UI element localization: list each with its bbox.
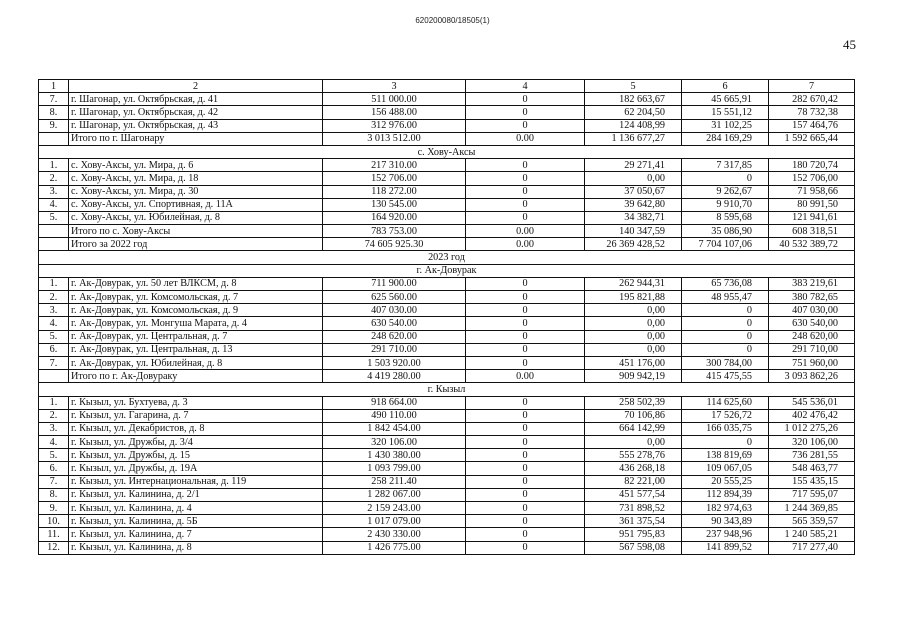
row-number-cell: 10. <box>39 515 69 528</box>
col5-value-cell: 0,00 <box>585 343 682 356</box>
cost-cell: 1 282 067.00 <box>323 488 466 501</box>
col7-value-cell: 155 435,15 <box>769 475 855 488</box>
document-id: 620200080/18505(1) <box>415 16 490 25</box>
table-row <box>39 449 855 462</box>
col5-value-cell: 195 821,88 <box>585 291 682 304</box>
col6-value-cell: 0 <box>682 172 769 185</box>
col5-value-cell: 258 502,39 <box>585 396 682 409</box>
cost-cell: 490 110.00 <box>323 409 466 422</box>
col-number-2: 2 <box>69 80 323 93</box>
col5-value-cell: 26 369 428,52 <box>585 238 682 251</box>
col5-value-cell: 0,00 <box>585 172 682 185</box>
col4-value-cell: 0 <box>466 304 585 317</box>
table-row <box>39 409 855 422</box>
col4-value-cell: 0 <box>466 343 585 356</box>
col7-value-cell: 282 670,42 <box>769 93 855 106</box>
section-title: г. Кызыл <box>39 383 855 396</box>
cost-cell: 711 900.00 <box>323 277 466 290</box>
address-cell: г. Ак-Довурак, ул. Комсомольская, д. 9 <box>69 304 323 317</box>
cost-cell: 1 426 775.00 <box>323 541 466 554</box>
table-row <box>39 93 855 106</box>
col-number-5: 5 <box>585 80 682 93</box>
col6-value-cell: 9 262,67 <box>682 185 769 198</box>
cost-cell: 312 976.00 <box>323 119 466 132</box>
address-cell: с. Хову-Аксы, ул. Юбилейная, д. 8 <box>69 211 323 224</box>
col6-value-cell: 9 910,70 <box>682 198 769 211</box>
address-cell: Итого по г. Ак-Довураку <box>69 370 323 383</box>
cost-cell: 1 503 920.00 <box>323 356 466 369</box>
col4-value-cell: 0 <box>466 502 585 515</box>
row-number-cell: 2. <box>39 172 69 185</box>
cost-cell: 783 753.00 <box>323 225 466 238</box>
col6-value-cell: 109 067,05 <box>682 462 769 475</box>
total-row <box>39 132 855 145</box>
table-row <box>39 185 855 198</box>
col5-value-cell: 664 142,99 <box>585 422 682 435</box>
row-number-cell <box>39 370 69 383</box>
table-row <box>39 422 855 435</box>
col4-value-cell: 0 <box>466 449 585 462</box>
col4-value-cell: 0 <box>466 330 585 343</box>
page-number: 45 <box>843 37 856 52</box>
address-cell: Итого за 2022 год <box>69 238 323 251</box>
row-number-cell: 1. <box>39 396 69 409</box>
table-row <box>39 304 855 317</box>
col6-value-cell: 0 <box>682 304 769 317</box>
section-title: с. Хову-Аксы <box>39 145 855 158</box>
col5-value-cell: 567 598,08 <box>585 541 682 554</box>
address-cell: г. Кызыл, ул. Интернациональная, д. 119 <box>69 475 323 488</box>
row-number-cell: 4. <box>39 317 69 330</box>
col6-value-cell: 166 035,75 <box>682 422 769 435</box>
col4-value-cell: 0 <box>466 277 585 290</box>
cost-cell: 74 605 925.30 <box>323 238 466 251</box>
row-number-cell: 7. <box>39 356 69 369</box>
table-row <box>39 317 855 330</box>
col4-value-cell: 0 <box>466 317 585 330</box>
col6-value-cell: 90 343,89 <box>682 515 769 528</box>
col6-value-cell: 300 784,00 <box>682 356 769 369</box>
col7-value-cell: 545 536,01 <box>769 396 855 409</box>
table-row <box>39 475 855 488</box>
col-number-1: 1 <box>39 80 69 93</box>
section-header-row <box>39 383 855 396</box>
col4-value-cell: 0.00 <box>466 225 585 238</box>
col7-value-cell: 78 732,38 <box>769 106 855 119</box>
data-table <box>38 79 855 555</box>
col7-value-cell: 751 960,00 <box>769 356 855 369</box>
col7-value-cell: 736 281,55 <box>769 449 855 462</box>
table-row <box>39 159 855 172</box>
col4-value-cell: 0 <box>466 291 585 304</box>
col4-value-cell: 0 <box>466 541 585 554</box>
col6-value-cell: 17 526,72 <box>682 409 769 422</box>
col6-value-cell: 48 955,47 <box>682 291 769 304</box>
table-row <box>39 488 855 501</box>
address-cell: г. Кызыл, ул. Калинина, д. 8 <box>69 541 323 554</box>
col6-value-cell: 141 899,52 <box>682 541 769 554</box>
col4-value-cell: 0 <box>466 528 585 541</box>
col7-value-cell: 1 012 275,26 <box>769 422 855 435</box>
cost-cell: 625 560.00 <box>323 291 466 304</box>
row-number-cell: 12. <box>39 541 69 554</box>
col6-value-cell: 0 <box>682 317 769 330</box>
cost-cell: 511 000.00 <box>323 93 466 106</box>
cost-cell: 4 419 280.00 <box>323 370 466 383</box>
section-header-row <box>39 145 855 158</box>
col4-value-cell: 0 <box>466 396 585 409</box>
address-cell: Итого по с. Хову-Аксы <box>69 225 323 238</box>
address-cell: г. Ак-Довурак, ул. 50 лет ВЛКСМ, д. 8 <box>69 277 323 290</box>
table-row <box>39 211 855 224</box>
col5-value-cell: 1 136 677,27 <box>585 132 682 145</box>
address-cell: с. Хову-Аксы, ул. Спортивная, д. 11А <box>69 198 323 211</box>
col5-value-cell: 555 278,76 <box>585 449 682 462</box>
table-row <box>39 198 855 211</box>
cost-cell: 918 664.00 <box>323 396 466 409</box>
table-row <box>39 502 855 515</box>
table-row <box>39 515 855 528</box>
col4-value-cell: 0 <box>466 422 585 435</box>
col4-value-cell: 0 <box>466 106 585 119</box>
address-cell: г. Кызыл, ул. Дружбы, д. 15 <box>69 449 323 462</box>
col6-value-cell: 284 169,29 <box>682 132 769 145</box>
table-row <box>39 172 855 185</box>
col4-value-cell: 0 <box>466 409 585 422</box>
row-number-cell: 6. <box>39 462 69 475</box>
cost-cell: 630 540.00 <box>323 317 466 330</box>
address-cell: г. Шагонар, ул. Октябрьская, д. 42 <box>69 106 323 119</box>
row-number-cell: 5. <box>39 211 69 224</box>
cost-cell: 118 272.00 <box>323 185 466 198</box>
column-number-row <box>39 80 855 93</box>
col4-value-cell: 0 <box>466 462 585 475</box>
col7-value-cell: 291 710,00 <box>769 343 855 356</box>
col6-value-cell: 7 317,85 <box>682 159 769 172</box>
col6-value-cell: 7 704 107,06 <box>682 238 769 251</box>
col4-value-cell: 0 <box>466 172 585 185</box>
row-number-cell: 4. <box>39 436 69 449</box>
table-row <box>39 528 855 541</box>
col7-value-cell: 180 720,74 <box>769 159 855 172</box>
address-cell: с. Хову-Аксы, ул. Мира, д. 18 <box>69 172 323 185</box>
address-cell: г. Кызыл, ул. Дружбы, д. 3/4 <box>69 436 323 449</box>
col4-value-cell: 0 <box>466 515 585 528</box>
col7-value-cell: 630 540,00 <box>769 317 855 330</box>
col7-value-cell: 565 359,57 <box>769 515 855 528</box>
address-cell: г. Кызыл, ул. Дружбы, д. 19А <box>69 462 323 475</box>
section-header-row <box>39 251 855 264</box>
address-cell: г. Ак-Довурак, ул. Центральная, д. 13 <box>69 343 323 356</box>
row-number-cell: 3. <box>39 185 69 198</box>
col4-value-cell: 0 <box>466 488 585 501</box>
col6-value-cell: 0 <box>682 436 769 449</box>
col7-value-cell: 320 106,00 <box>769 436 855 449</box>
address-cell: г. Ак-Довурак, ул. Юбилейная, д. 8 <box>69 356 323 369</box>
col7-value-cell: 121 941,61 <box>769 211 855 224</box>
cost-cell: 164 920.00 <box>323 211 466 224</box>
col7-value-cell: 248 620,00 <box>769 330 855 343</box>
table-row <box>39 277 855 290</box>
row-number-cell: 1. <box>39 159 69 172</box>
table-row <box>39 541 855 554</box>
address-cell: г. Кызыл, ул. Гагарина, д. 7 <box>69 409 323 422</box>
row-number-cell <box>39 132 69 145</box>
cost-cell: 156 488.00 <box>323 106 466 119</box>
section-title: г. Ак-Довурак <box>39 264 855 277</box>
col6-value-cell: 45 665,91 <box>682 93 769 106</box>
col5-value-cell: 909 942,19 <box>585 370 682 383</box>
cost-cell: 217 310.00 <box>323 159 466 172</box>
col6-value-cell: 182 974,63 <box>682 502 769 515</box>
col-number-3: 3 <box>323 80 466 93</box>
address-cell: г. Кызыл, ул. Калинина, д. 5Б <box>69 515 323 528</box>
col7-value-cell: 71 958,66 <box>769 185 855 198</box>
col4-value-cell: 0 <box>466 159 585 172</box>
section-title: 2023 год <box>39 251 855 264</box>
row-number-cell: 5. <box>39 330 69 343</box>
table-row <box>39 291 855 304</box>
address-cell: г. Кызыл, ул. Калинина, д. 2/1 <box>69 488 323 501</box>
address-cell: г. Кызыл, ул. Калинина, д. 7 <box>69 528 323 541</box>
col5-value-cell: 0,00 <box>585 317 682 330</box>
col7-value-cell: 380 782,65 <box>769 291 855 304</box>
col6-value-cell: 415 475,55 <box>682 370 769 383</box>
cost-cell: 1 093 799.00 <box>323 462 466 475</box>
col6-value-cell: 20 555,25 <box>682 475 769 488</box>
col5-value-cell: 361 375,54 <box>585 515 682 528</box>
cost-cell: 2 159 243.00 <box>323 502 466 515</box>
table-row <box>39 462 855 475</box>
col5-value-cell: 451 176,00 <box>585 356 682 369</box>
address-cell: с. Хову-Аксы, ул. Мира, д. 6 <box>69 159 323 172</box>
col5-value-cell: 436 268,18 <box>585 462 682 475</box>
col4-value-cell: 0.00 <box>466 132 585 145</box>
col4-value-cell: 0 <box>466 436 585 449</box>
col5-value-cell: 262 944,31 <box>585 277 682 290</box>
row-number-cell: 11. <box>39 528 69 541</box>
cost-cell: 152 706.00 <box>323 172 466 185</box>
col6-value-cell: 114 625,60 <box>682 396 769 409</box>
col4-value-cell: 0 <box>466 198 585 211</box>
address-cell: г. Ак-Довурак, ул. Центральная, д. 7 <box>69 330 323 343</box>
col5-value-cell: 182 663,67 <box>585 93 682 106</box>
total-row <box>39 370 855 383</box>
row-number-cell: 3. <box>39 304 69 317</box>
col7-value-cell: 1 244 369,85 <box>769 502 855 515</box>
col5-value-cell: 451 577,54 <box>585 488 682 501</box>
col4-value-cell: 0.00 <box>466 238 585 251</box>
total-row <box>39 225 855 238</box>
cost-cell: 1 017 079.00 <box>323 515 466 528</box>
col5-value-cell: 951 795,83 <box>585 528 682 541</box>
col6-value-cell: 112 894,39 <box>682 488 769 501</box>
section-header-row <box>39 264 855 277</box>
col4-value-cell: 0 <box>466 119 585 132</box>
col7-value-cell: 152 706,00 <box>769 172 855 185</box>
col6-value-cell: 0 <box>682 343 769 356</box>
col7-value-cell: 157 464,76 <box>769 119 855 132</box>
row-number-cell: 6. <box>39 343 69 356</box>
cost-cell: 1 842 454.00 <box>323 422 466 435</box>
col7-value-cell: 717 277,40 <box>769 541 855 554</box>
row-number-cell: 5. <box>39 449 69 462</box>
col5-value-cell: 70 106,86 <box>585 409 682 422</box>
row-number-cell: 4. <box>39 198 69 211</box>
table-row <box>39 106 855 119</box>
col5-value-cell: 124 408,99 <box>585 119 682 132</box>
col6-value-cell: 138 819,69 <box>682 449 769 462</box>
col6-value-cell: 35 086,90 <box>682 225 769 238</box>
col7-value-cell: 383 219,61 <box>769 277 855 290</box>
col6-value-cell: 65 736,08 <box>682 277 769 290</box>
col5-value-cell: 82 221,00 <box>585 475 682 488</box>
row-number-cell: 1. <box>39 277 69 290</box>
col4-value-cell: 0 <box>466 475 585 488</box>
table-row <box>39 396 855 409</box>
address-cell: г. Шагонар, ул. Октябрьская, д. 41 <box>69 93 323 106</box>
row-number-cell: 8. <box>39 488 69 501</box>
total-row <box>39 238 855 251</box>
cost-cell: 407 030.00 <box>323 304 466 317</box>
address-cell: с. Хову-Аксы, ул. Мира, д. 30 <box>69 185 323 198</box>
col5-value-cell: 29 271,41 <box>585 159 682 172</box>
col-number-6: 6 <box>682 80 769 93</box>
row-number-cell: 9. <box>39 119 69 132</box>
cost-cell: 291 710.00 <box>323 343 466 356</box>
col7-value-cell: 608 318,51 <box>769 225 855 238</box>
col6-value-cell: 0 <box>682 330 769 343</box>
col7-value-cell: 3 093 862,26 <box>769 370 855 383</box>
col6-value-cell: 8 595,68 <box>682 211 769 224</box>
col7-value-cell: 1 592 665,44 <box>769 132 855 145</box>
col6-value-cell: 237 948,96 <box>682 528 769 541</box>
table-row <box>39 436 855 449</box>
col7-value-cell: 548 463,77 <box>769 462 855 475</box>
col6-value-cell: 31 102,25 <box>682 119 769 132</box>
col7-value-cell: 40 532 389,72 <box>769 238 855 251</box>
cost-cell: 258 211.40 <box>323 475 466 488</box>
row-number-cell: 8. <box>39 106 69 119</box>
cost-cell: 130 545.00 <box>323 198 466 211</box>
col5-value-cell: 140 347,59 <box>585 225 682 238</box>
address-cell: г. Ак-Довурак, ул. Монгуша Марата, д. 4 <box>69 317 323 330</box>
table-row <box>39 356 855 369</box>
col5-value-cell: 39 642,80 <box>585 198 682 211</box>
address-cell: г. Кызыл, ул. Декабристов, д. 8 <box>69 422 323 435</box>
row-number-cell: 9. <box>39 502 69 515</box>
col5-value-cell: 34 382,71 <box>585 211 682 224</box>
col4-value-cell: 0 <box>466 93 585 106</box>
cost-cell: 320 106.00 <box>323 436 466 449</box>
cost-cell: 1 430 380.00 <box>323 449 466 462</box>
row-number-cell <box>39 238 69 251</box>
row-number-cell: 7. <box>39 93 69 106</box>
col4-value-cell: 0 <box>466 356 585 369</box>
col6-value-cell: 15 551,12 <box>682 106 769 119</box>
col-number-7: 7 <box>769 80 855 93</box>
col5-value-cell: 0,00 <box>585 436 682 449</box>
col4-value-cell: 0.00 <box>466 370 585 383</box>
col5-value-cell: 62 204,50 <box>585 106 682 119</box>
col5-value-cell: 37 050,67 <box>585 185 682 198</box>
row-number-cell: 2. <box>39 409 69 422</box>
address-cell: г. Кызыл, ул. Калинина, д. 4 <box>69 502 323 515</box>
col5-value-cell: 0,00 <box>585 330 682 343</box>
col7-value-cell: 402 476,42 <box>769 409 855 422</box>
cost-cell: 248 620.00 <box>323 330 466 343</box>
col5-value-cell: 0,00 <box>585 304 682 317</box>
row-number-cell: 7. <box>39 475 69 488</box>
table-row <box>39 343 855 356</box>
row-number-cell: 2. <box>39 291 69 304</box>
col7-value-cell: 717 595,07 <box>769 488 855 501</box>
address-cell: г. Шагонар, ул. Октябрьская, д. 43 <box>69 119 323 132</box>
row-number-cell <box>39 225 69 238</box>
table-row <box>39 119 855 132</box>
col4-value-cell: 0 <box>466 211 585 224</box>
cost-cell: 3 013 512.00 <box>323 132 466 145</box>
col7-value-cell: 80 991,50 <box>769 198 855 211</box>
col-number-4: 4 <box>466 80 585 93</box>
address-cell: Итого по г. Шагонару <box>69 132 323 145</box>
col5-value-cell: 731 898,52 <box>585 502 682 515</box>
table-body <box>39 80 855 555</box>
row-number-cell: 3. <box>39 422 69 435</box>
address-cell: г. Ак-Довурак, ул. Комсомольская, д. 7 <box>69 291 323 304</box>
address-cell: г. Кызыл, ул. Бухтуева, д. 3 <box>69 396 323 409</box>
table-row <box>39 330 855 343</box>
cost-cell: 2 430 330.00 <box>323 528 466 541</box>
col7-value-cell: 407 030,00 <box>769 304 855 317</box>
col7-value-cell: 1 240 585,21 <box>769 528 855 541</box>
col4-value-cell: 0 <box>466 185 585 198</box>
